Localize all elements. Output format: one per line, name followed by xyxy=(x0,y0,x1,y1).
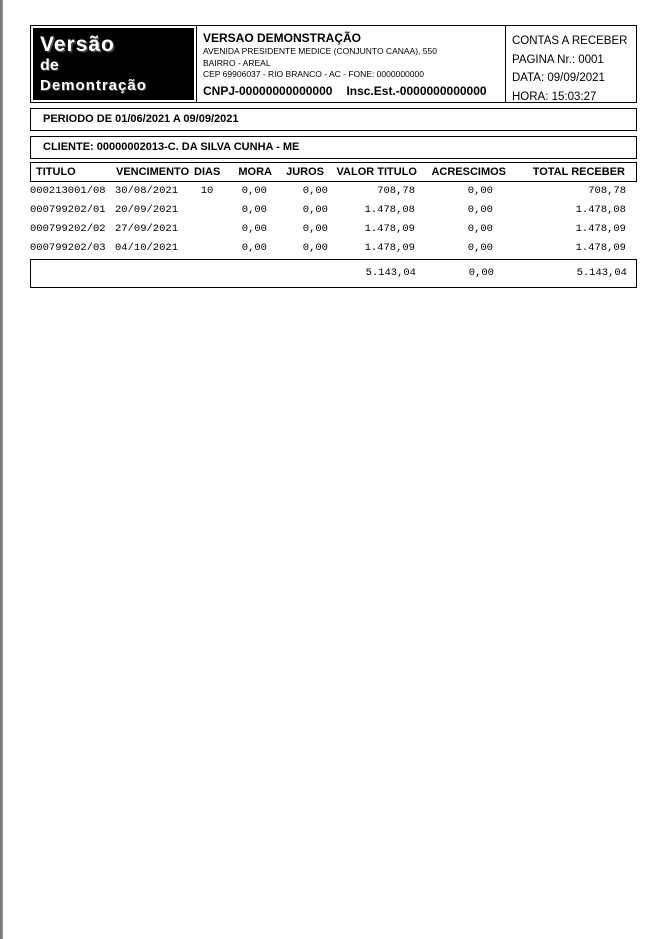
cell-total-receber: 1.478,09 xyxy=(575,242,626,254)
company-insc-est: Insc.Est.-0000000000000 xyxy=(346,83,487,98)
demo-badge-line2: de xyxy=(40,57,59,74)
cell-mora: 0,00 xyxy=(241,223,267,235)
cell-acrescimos: 0,00 xyxy=(467,242,493,254)
cell-dias xyxy=(193,201,221,220)
table-header-row xyxy=(30,162,637,182)
col-header-juros: JUROS xyxy=(286,166,324,178)
table-body xyxy=(30,182,637,258)
table-row xyxy=(30,201,637,220)
report-page-number: PAGINA Nr.: 0001 xyxy=(512,53,604,66)
cell-titulo: 000799202/02 xyxy=(30,223,106,235)
company-cnpj: CNPJ-00000000000000 xyxy=(203,83,333,98)
cell-juros: 0,00 xyxy=(302,242,328,254)
demo-badge-line1: Versão xyxy=(40,33,115,56)
totals-row xyxy=(30,259,637,288)
demo-badge-line3: Demontração xyxy=(40,77,147,94)
cell-valor-titulo: 708,78 xyxy=(377,185,415,197)
company-address-line3: CEP 69906037 - RIO BRANCO - AC - FONE: 0000000000 xyxy=(203,69,424,79)
cell-juros: 0,00 xyxy=(302,204,328,216)
col-header-vencimento: VENCIMENTO xyxy=(116,166,190,178)
company-tax-ids xyxy=(203,84,499,99)
table-row xyxy=(30,220,637,239)
cell-total-receber: 1.478,09 xyxy=(575,223,626,235)
report-time: HORA: 15:03:27 xyxy=(512,90,597,103)
cell-juros: 0,00 xyxy=(302,185,328,197)
cell-total-receber: 708,78 xyxy=(588,185,626,197)
cell-titulo: 000799202/01 xyxy=(30,204,106,216)
table-row xyxy=(30,182,637,201)
cell-mora: 0,00 xyxy=(241,204,267,216)
company-info-panel xyxy=(197,25,506,103)
cell-titulo: 000799202/03 xyxy=(30,242,106,254)
cell-dias: 10 xyxy=(200,185,214,197)
company-name: VERSAO DEMONSTRAÇÃO xyxy=(203,31,362,45)
cell-total-receber: 1.478,08 xyxy=(575,204,626,216)
col-header-dias: DIAS xyxy=(194,166,221,178)
report-header xyxy=(30,25,637,103)
col-header-acrescimos: ACRESCIMOS xyxy=(431,166,506,178)
cell-juros: 0,00 xyxy=(302,223,328,235)
table-row xyxy=(30,239,637,258)
col-header-mora: MORA xyxy=(238,166,272,178)
report-title: CONTAS A RECEBER xyxy=(512,35,628,47)
report-date: DATA: 09/09/2021 xyxy=(512,72,605,84)
cell-mora: 0,00 xyxy=(241,185,267,197)
cell-vencimento: 04/10/2021 xyxy=(115,242,179,254)
cell-vencimento: 27/09/2021 xyxy=(115,223,179,235)
total-receber: 5.143,04 xyxy=(576,267,627,279)
cell-vencimento: 30/08/2021 xyxy=(115,185,179,197)
cell-dias xyxy=(193,239,221,258)
report-page xyxy=(30,25,637,288)
total-valor-titulo: 5.143,04 xyxy=(365,267,416,279)
cell-acrescimos: 0,00 xyxy=(467,185,493,197)
col-header-valor-titulo: VALOR TITULO xyxy=(336,166,417,178)
company-address-line1: AVENIDA PRESIDENTE MEDICE (CONJUNTO CANAA), 550 xyxy=(203,46,437,56)
total-acrescimos: 0,00 xyxy=(468,267,494,279)
cell-valor-titulo: 1.478,08 xyxy=(364,204,415,216)
cell-acrescimos: 0,00 xyxy=(467,204,493,216)
company-address-line2: BAIRRO - AREAL xyxy=(203,57,271,68)
col-header-total-receber: TOTAL RECEBER xyxy=(532,166,625,178)
report-info-panel xyxy=(506,25,637,103)
cell-titulo: 000213001/08 xyxy=(30,185,106,197)
cell-valor-titulo: 1.478,09 xyxy=(364,223,415,235)
col-header-titulo: TITULO xyxy=(36,166,76,178)
demo-badge-frame xyxy=(30,25,197,103)
cell-acrescimos: 0,00 xyxy=(467,223,493,235)
client-bar: CLIENTE: 00000002013-C. DA SILVA CUNHA - ME xyxy=(30,136,637,159)
cell-mora: 0,00 xyxy=(241,242,267,254)
cell-dias xyxy=(193,220,221,239)
cell-valor-titulo: 1.478,09 xyxy=(364,242,415,254)
window-left-edge xyxy=(0,0,3,939)
demo-version-badge xyxy=(33,28,194,100)
period-bar: PERIODO DE 01/06/2021 A 09/09/2021 xyxy=(30,108,637,131)
cell-vencimento: 20/09/2021 xyxy=(115,204,179,216)
